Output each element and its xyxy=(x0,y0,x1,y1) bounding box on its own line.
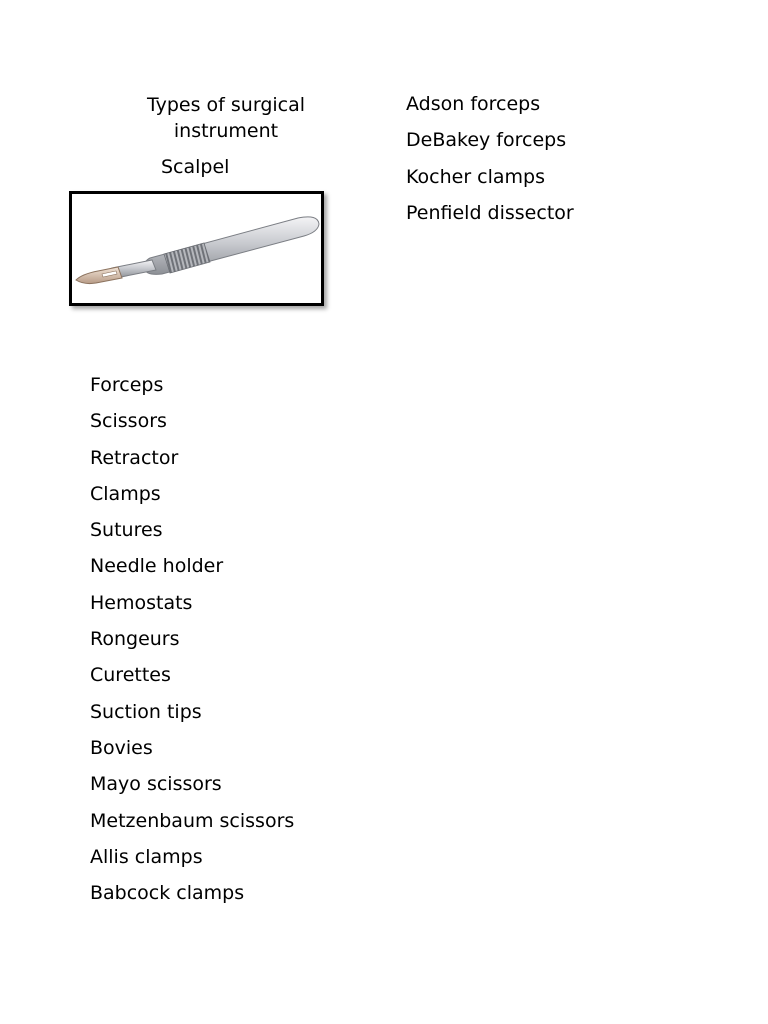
scalpel-heading: Scalpel xyxy=(161,156,230,178)
scalpel-image xyxy=(69,191,324,306)
list-item: Forceps xyxy=(90,374,164,396)
list-item: Clamps xyxy=(90,482,161,505)
list-item: Rongeurs xyxy=(90,628,180,651)
list-item: Hemostats xyxy=(90,591,193,614)
right-instrument-list xyxy=(406,91,574,236)
list-item: Scissors xyxy=(90,410,167,433)
scalpel-illustration xyxy=(72,194,321,303)
list-item: Curettes xyxy=(90,664,171,687)
list-item: Kocher clamps xyxy=(406,165,546,188)
list-item: Adson forceps xyxy=(406,93,541,115)
list-item: Retractor xyxy=(90,446,179,469)
left-instrument-list xyxy=(90,372,294,916)
list-item: Suction tips xyxy=(90,700,202,723)
document-title: Types of surgical instrument xyxy=(146,94,306,142)
list-item: Penfield dissector xyxy=(406,201,574,224)
list-item: Sutures xyxy=(90,519,163,542)
list-item: Babcock clamps xyxy=(90,882,245,905)
list-item: DeBakey forceps xyxy=(406,129,567,152)
list-item: Needle holder xyxy=(90,555,224,578)
list-item: Mayo scissors xyxy=(90,773,222,796)
list-item: Metzenbaum scissors xyxy=(90,809,295,832)
list-item: Bovies xyxy=(90,736,153,759)
list-item: Allis clamps xyxy=(90,845,203,868)
